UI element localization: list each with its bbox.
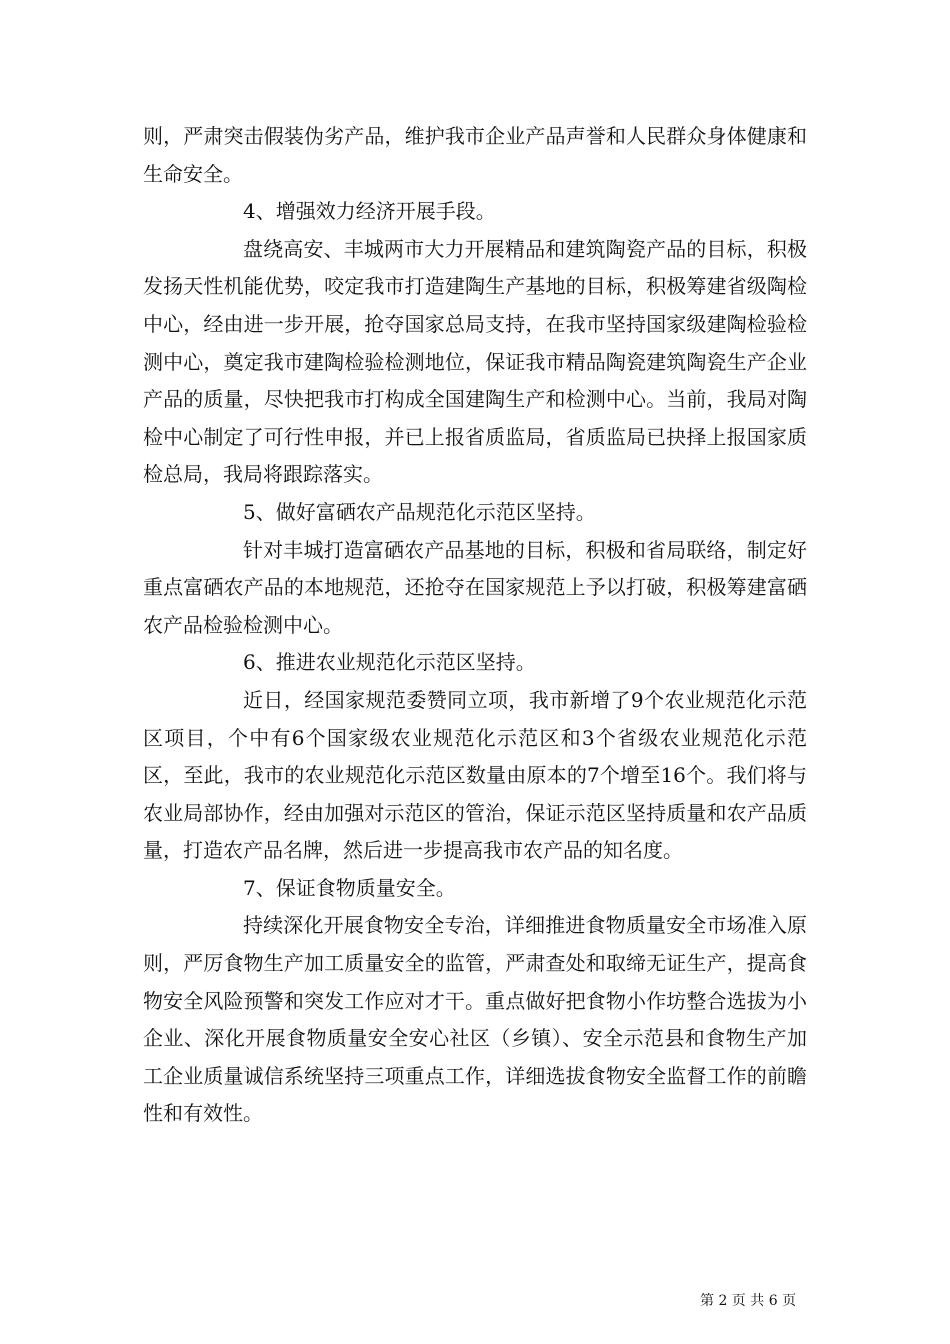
paragraph-continuation: 则，严肃突击假装伪劣产品，维护我市企业产品声誉和人民群众身体健康和生命安全。 — [143, 124, 807, 186]
paragraph-section-6: 近日，经国家规范委赞同立项，我市新增了9个农业规范化示范区项目，个中有6个国家级农业规范化示范区和3个省级农业规范化示范区，至此，我市的农业规范化示范区数量由原本的7个增至16个。我们将与农业局部协作，经由加强对示范区的管治，保证示范区坚持质量和农产品质量，打造农产品名牌，然后进一步提高我市农产品的知名度。 — [143, 687, 807, 863]
page-number: 第 2 页 共 6 页 — [700, 1293, 797, 1309]
paragraph-section-7: 持续深化开展食物安全专治，详细推进食物质量安全市场准入原则，严厉食物生产加工质量安全的监管，严肃查处和取缔无证生产，提高食物安全风险预警和突发工作应对才干。重点做好把食物小作坊整合选拔为小企业、深化开展食物质量安全安心社区（乡镇）、安全示范县和食物生产加工企业质量诚信系统坚持三项重点工作，详细选拔食物安全监督工作的前瞻性和有效性。 — [143, 913, 807, 1126]
section-heading-6: 6、推进农业规范化示范区坚持。 — [243, 650, 536, 675]
section-heading-5: 5、做好富硒农产品规范化示范区坚持。 — [243, 499, 596, 524]
section-heading-4: 4、增强效力经济开展手段。 — [243, 199, 496, 224]
paragraph-section-5: 针对丰城打造富硒农产品基地的目标，积极和省局联络，制定好重点富硒农产品的本地规范，还抢夺在国家规范上予以打破，积极筹建富硒农产品检验检测中心。 — [143, 537, 807, 637]
section-heading-7: 7、保证食物质量安全。 — [243, 875, 456, 900]
paragraph-section-4: 盘绕高安、丰城两市大力开展精品和建筑陶瓷产品的目标，积极发扬天性机能优势，咬定我市打造建陶生产基地的目标，积极筹建省级陶检中心，经由进一步开展，抢夺国家总局支持，在我市坚持国家级建陶检验检测中心，奠定我市建陶检验检测地位，保证我市精品陶瓷建筑陶瓷生产企业产品的质量，尽快把我市打构成全国建陶生产和检测中心。当前，我局对陶检中心制定了可行性申报，并已上报省质监局，省质监局已抉择上报国家质检总局，我局将跟踪落实。 — [143, 236, 807, 487]
document-body — [143, 118, 807, 1133]
